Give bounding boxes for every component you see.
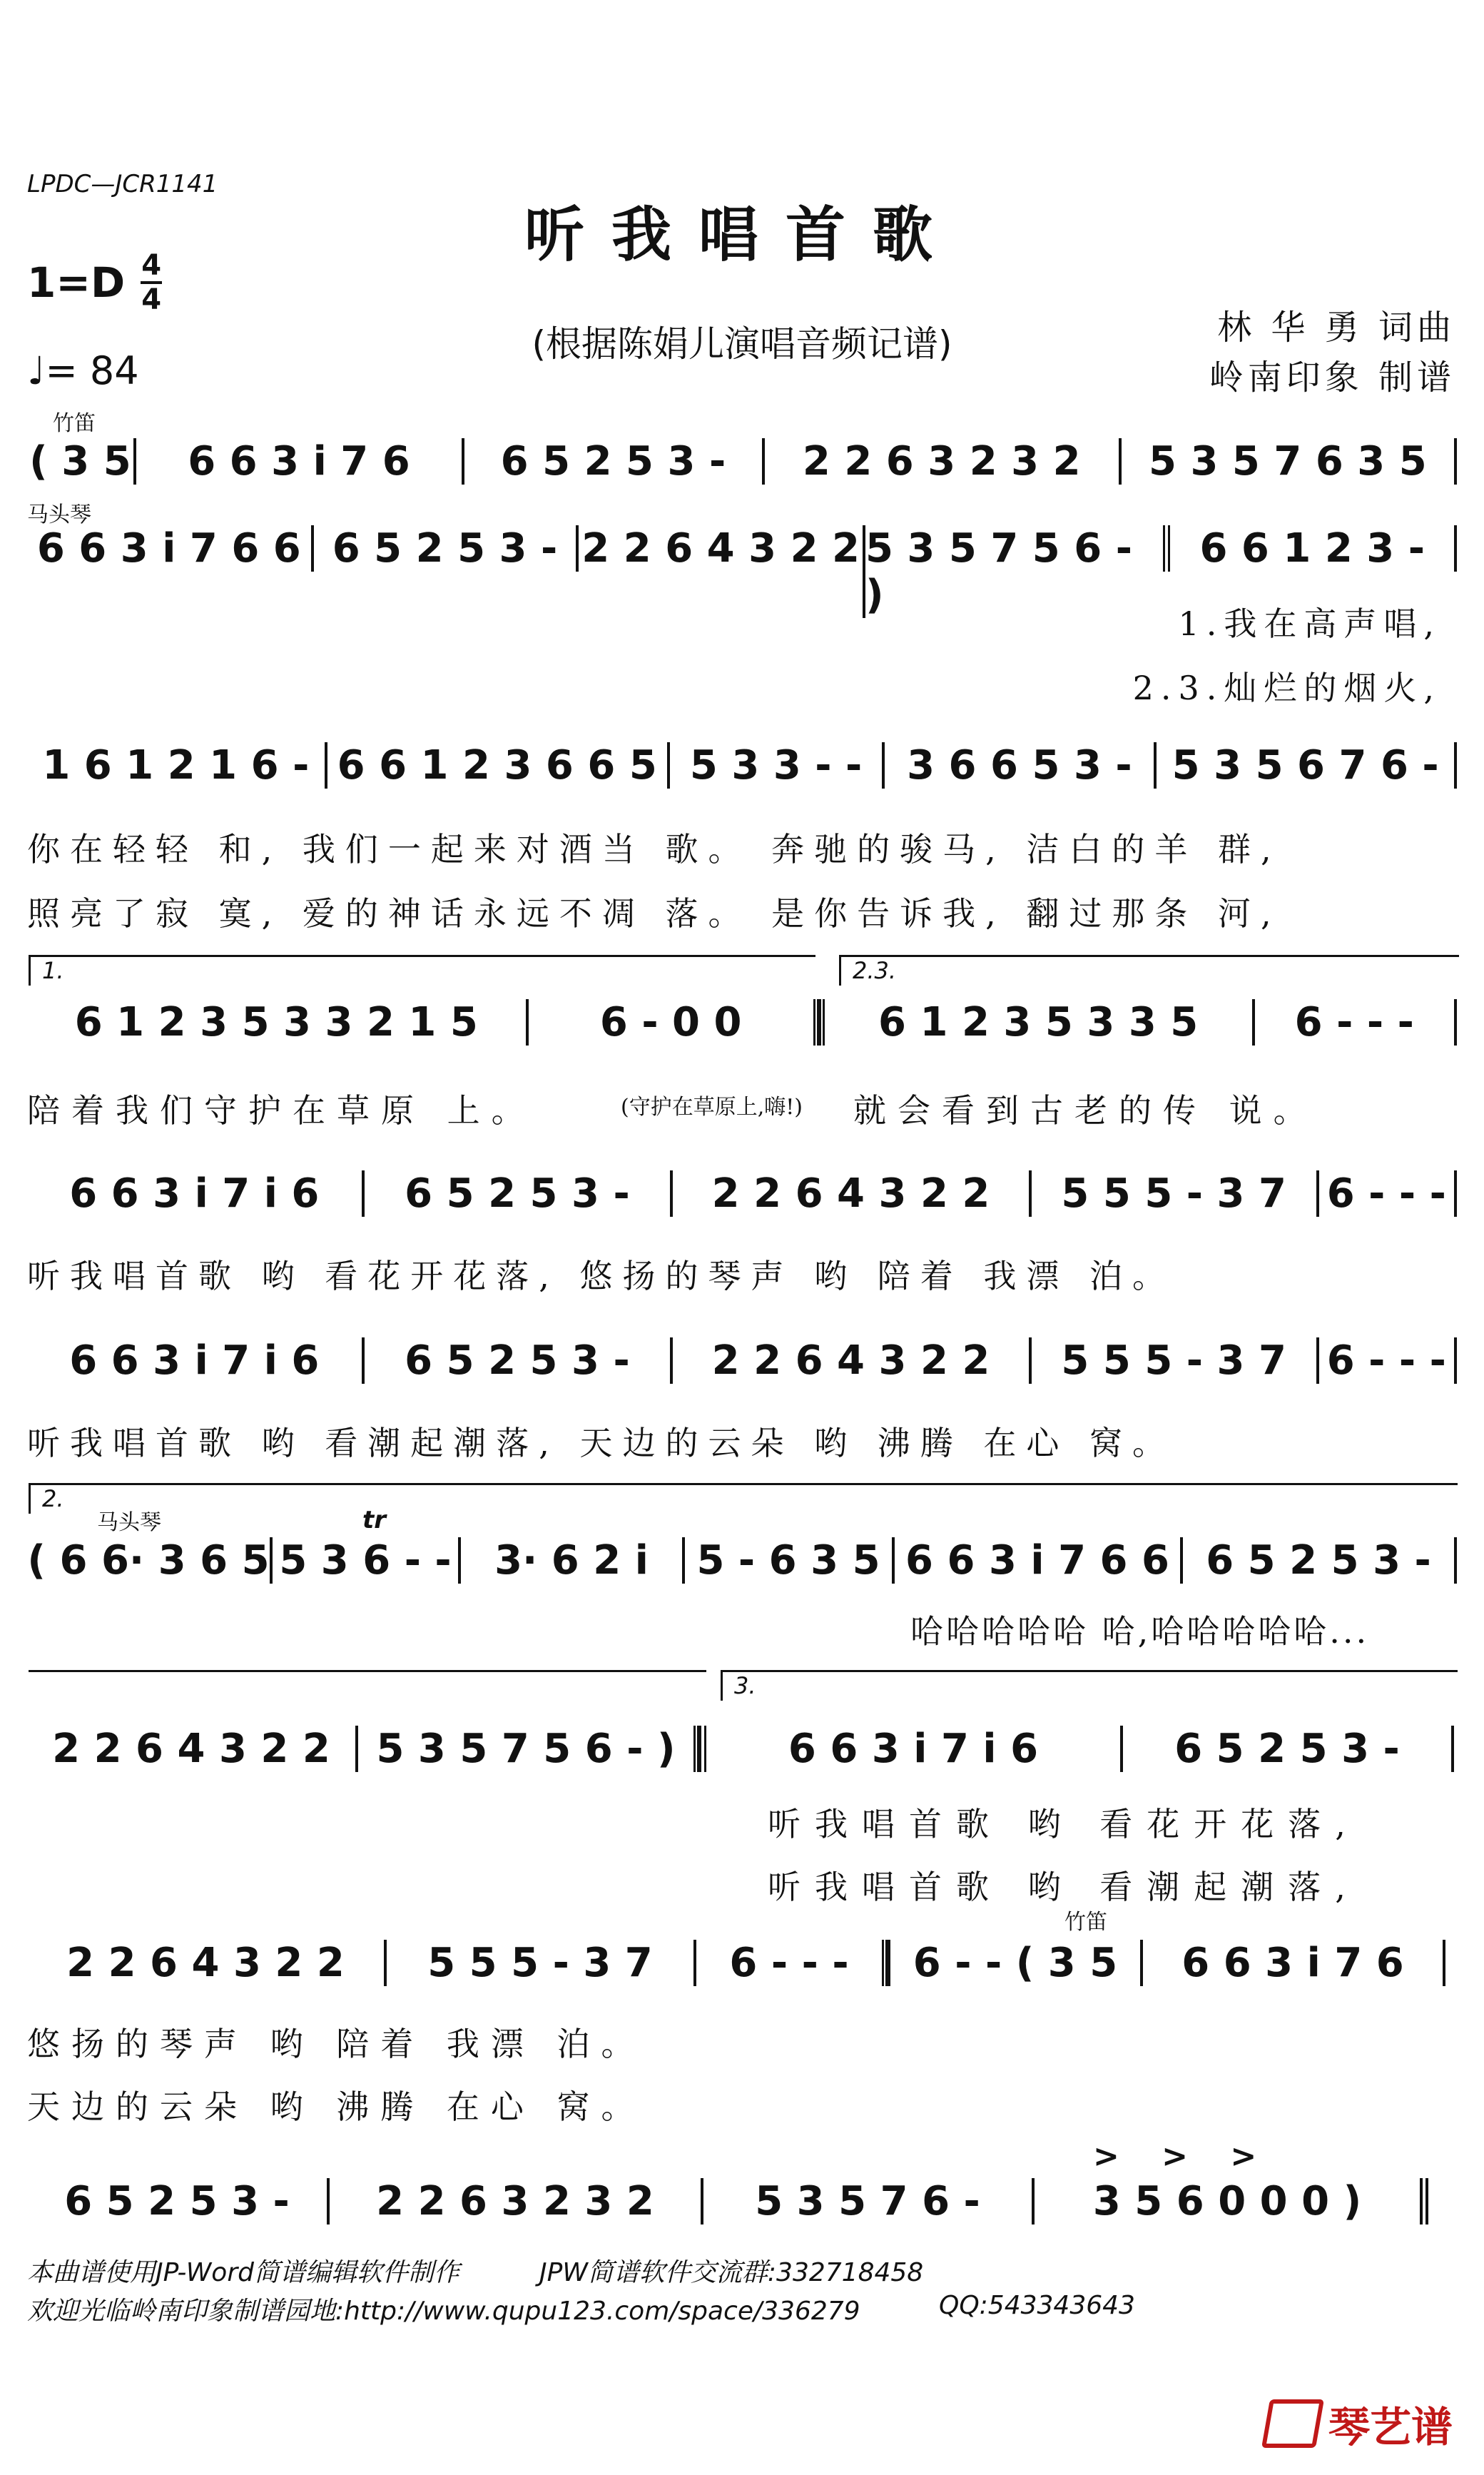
- logo-text: 琴艺谱: [1328, 2403, 1453, 2451]
- lyric-aside: (守护在草原上,嗨!): [621, 1095, 803, 1120]
- measure: 2 2 6 4 3 2 2: [670, 1337, 1029, 1384]
- key-text: 1=D: [27, 258, 126, 307]
- measure: 6 6 3 i 7 6 6: [892, 1537, 1180, 1584]
- lyric-line: 天边的云朵 哟 沸腾 在心 窝。: [27, 2087, 646, 2126]
- measure: 6 6 3 i 7 i 6: [69, 1337, 320, 1384]
- lyric-line: 听我唱首歌 哟 看花开花落, 悠扬的琴声 哟 陪着 我漂 泊。: [27, 1257, 1175, 1295]
- score-row-6: [27, 1337, 1457, 1384]
- measure: 5 3 5 7 5 6 - ): [863, 525, 1163, 618]
- score-row-10: [27, 2178, 1457, 2225]
- label-zhudi: 竹笛: [53, 411, 96, 436]
- time-signature: [141, 251, 162, 314]
- score-row-3: [27, 742, 1457, 789]
- label-zhudi: 竹笛: [1064, 1910, 1107, 1935]
- measure: 6 - - ( 3 5: [888, 1940, 1140, 1986]
- measure: 6 5 2 5 3 -: [462, 438, 762, 485]
- score-row-9: [27, 1940, 1457, 1986]
- lyric-line: 照亮了寂 寞, 爱的神话永远不凋 落。 是你告诉我, 翻过那条 河,: [27, 894, 1281, 933]
- measure: 6 5 2 5 3 -: [1120, 1726, 1454, 1772]
- measure: 6 1 2 3 5 3 3 5: [819, 999, 1252, 1046]
- measure: 3 6 6 5 3 -: [882, 742, 1154, 789]
- measure: 5 3 5 6 7 6 -: [1154, 742, 1457, 789]
- measure: 5 3 6 - -: [270, 1537, 458, 1584]
- measure: 6 5 2 5 3 -: [64, 2178, 290, 2225]
- arranger-credit: 岭南印象 制谱: [1209, 358, 1455, 398]
- measure: 2 2 6 4 3 2 2: [52, 1726, 330, 1772]
- lyric-line: 悠扬的琴声 哟 陪着 我漂 泊。: [27, 2025, 646, 2063]
- song-title: 听我唱首歌: [524, 199, 960, 270]
- measure: 2 2 6 3 2 3 2: [762, 438, 1119, 485]
- lyric-line: 听我唱首歌 哟 看花开花落,: [768, 1805, 1360, 1843]
- volta-line: [29, 1670, 706, 1701]
- volta-3: 3.: [721, 1670, 1458, 1701]
- measure: 2 2 6 4 3 2 2: [576, 525, 863, 572]
- score-row-8: [27, 1726, 1457, 1772]
- score-row-1: [27, 438, 1457, 485]
- lyric-line: 哈哈哈哈哈 哈,哈哈哈哈哈...: [910, 1612, 1370, 1651]
- measure: 5 3 3 - -: [667, 742, 883, 789]
- volta-2: 2.: [29, 1483, 1458, 1514]
- measure: 6 5 2 5 3 -: [1180, 1537, 1457, 1584]
- measure: ( 6 6· 3 6 5: [27, 1537, 270, 1584]
- site-logo: [1266, 2394, 1453, 2454]
- measure: 6 5 2 5 3 -: [362, 1337, 671, 1384]
- measure: 6 6 3 i 7 i 6: [69, 1170, 320, 1217]
- measure: 2 2 6 3 2 3 2: [327, 2178, 701, 2225]
- measure: 5 - 6 3 5: [682, 1537, 892, 1584]
- accent-marks: > > >: [1093, 2138, 1273, 2175]
- score-row-5: [27, 1170, 1457, 1217]
- measure: 6 6 1 2 3 6 6 5: [325, 742, 667, 789]
- key-signature: [27, 251, 162, 314]
- measure: 6 1 2 3 5 3 3 2 1 5: [74, 999, 478, 1046]
- measure: 3 5 6 0 0 0 ): [1032, 2178, 1428, 2225]
- measure: 6 6 3 i 7 6: [133, 438, 462, 485]
- measure: 1 6 1 2 1 6 -: [42, 742, 310, 789]
- lyric-line: 听我唱首歌 哟 看潮起潮落, 天边的云朵 哟 沸腾 在心 窝。: [27, 1424, 1175, 1462]
- lyric-line: 陪着我们守护在草原 上。: [27, 1091, 536, 1130]
- score-code: LPDC—JCR1141: [27, 170, 218, 198]
- lyric-line: 听我唱首歌 哟 看潮起潮落,: [768, 1868, 1360, 1906]
- lyric-line: 你在轻轻 和, 我们一起来对酒当 歌。 奔驰的骏马, 洁白的羊 群,: [27, 830, 1281, 869]
- volta-1: 1.: [29, 955, 815, 986]
- lyric-line: 就会看到古老的传 说。: [853, 1091, 1318, 1130]
- volta-23: 2.3.: [839, 955, 1459, 986]
- measure: 5 5 5 - 3 7: [1029, 1170, 1316, 1217]
- measure: 6 - - -: [1252, 999, 1457, 1046]
- lyric-line: 1.我在高声唱,: [1178, 604, 1441, 643]
- measure: 5 5 5 - 3 7: [384, 1940, 693, 1986]
- measure: 6 - - -: [693, 1940, 888, 1986]
- measure: 6 6 3 i 7 6: [1140, 1940, 1445, 1986]
- measure: 5 5 5 - 3 7: [1029, 1337, 1316, 1384]
- measure: 6 - 0 0: [526, 999, 819, 1046]
- measure: 6 5 2 5 3 -: [362, 1170, 671, 1217]
- measure: 6 6 3 i 7 i 6: [699, 1726, 1120, 1772]
- composer-credit: 林 华 勇 词曲: [1217, 308, 1455, 348]
- footer-qq: QQ:543343643: [939, 2291, 1135, 2320]
- measure: 6 6 1 2 3 -: [1163, 525, 1457, 572]
- footer-group: JPW简谱软件交流群:332718458: [539, 2258, 924, 2287]
- time-top: 4: [141, 249, 162, 282]
- subtitle: (根据陈娟儿演唱音频记谱): [532, 323, 952, 365]
- time-bottom: 4: [141, 283, 162, 316]
- label-matouqin: 马头琴: [97, 1510, 161, 1535]
- measure: 6 - - -: [1316, 1337, 1457, 1384]
- footer-software: 本曲谱使用JP-Word简谱编辑软件制作: [27, 2258, 459, 2287]
- measure: 2 2 6 4 3 2 2: [66, 1940, 345, 1986]
- measure: 5 3 5 7 6 3 5: [1119, 438, 1457, 485]
- score-row-4: [27, 999, 1457, 1046]
- measure: 5 3 5 7 6 -: [701, 2178, 1032, 2225]
- lyric-line: 2.3.灿烂的烟火,: [1132, 669, 1441, 707]
- measure: 5 3 5 7 5 6 - ): [355, 1726, 699, 1772]
- score-row-7: [27, 1537, 1457, 1584]
- trill-mark: tr: [362, 1506, 387, 1534]
- footer-website: 欢迎光临岭南印象制谱园地:http://www.qupu123.com/space/336279: [27, 2297, 860, 2326]
- label-matouqin: 马头琴: [27, 502, 91, 527]
- measure: 6 6 3 i 7 6 6: [36, 525, 301, 572]
- logo-icon: [1261, 2399, 1324, 2448]
- measure: 6 5 2 5 3 -: [311, 525, 576, 572]
- tempo-mark: ♩= 84: [27, 348, 139, 393]
- measure: 3· 6 2 i: [458, 1537, 682, 1584]
- measure: 2 2 6 4 3 2 2: [670, 1170, 1029, 1217]
- measure: 6 - - -: [1316, 1170, 1457, 1217]
- measure: ( 3 5: [29, 438, 131, 485]
